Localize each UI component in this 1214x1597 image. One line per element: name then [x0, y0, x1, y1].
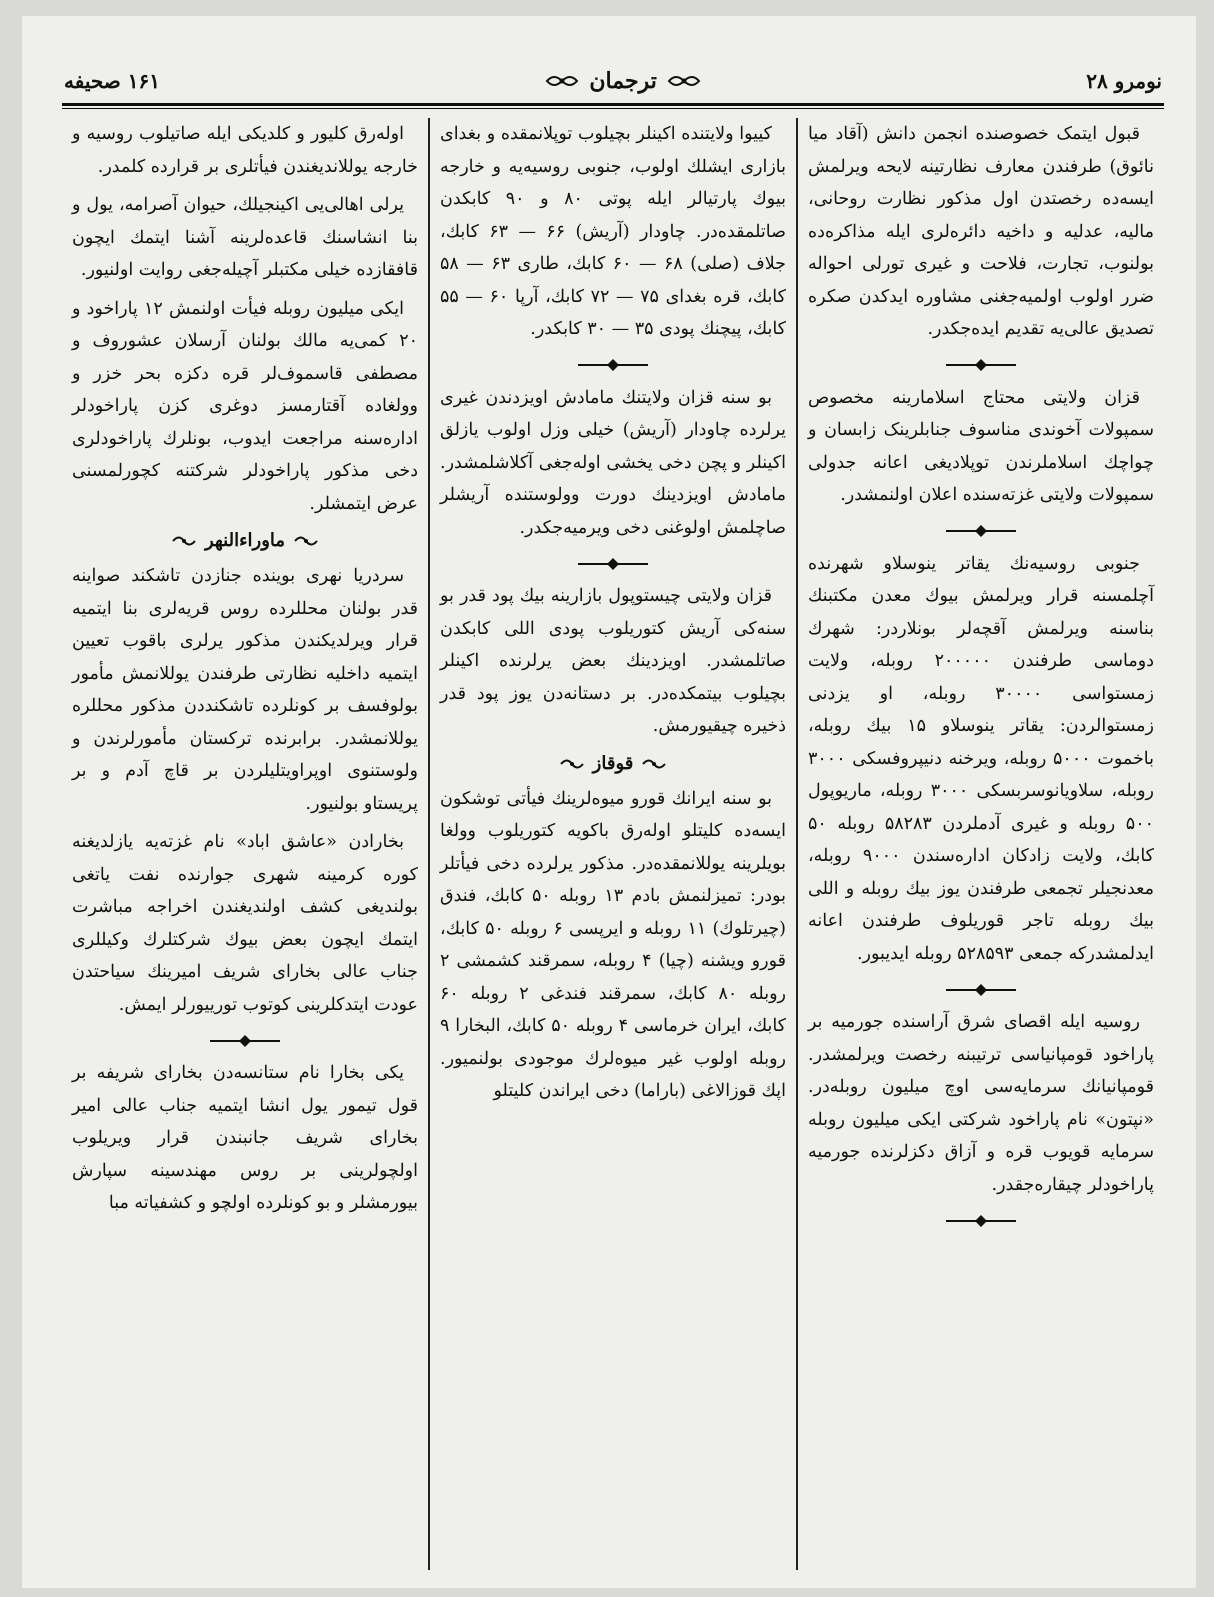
article-paragraph: قزان ولایتی محتاج اسلامارینه مخصوص سمپولات آخوندی مناسوف جنابلرینک زابسان و چواچك اسلاملرندن توپلادیغی اعانه جدولی سمپولات ولایتی غزته‌سنده اعلان اولنمشدر.	[808, 387, 1154, 505]
page-number: ۱۶۱ صحیفه	[64, 69, 160, 93]
newspaper-page	[22, 16, 1196, 1588]
flourish-icon	[171, 533, 197, 549]
separator-ornament-icon	[808, 1207, 1154, 1233]
separator-ornament-icon	[808, 976, 1154, 1002]
article-paragraph: جنوبی روسیه‌نك یقاتر ینوسلاو شهرنده آچلمسنه قرار ویرلمش بیوك معدن مکتبنك بناسنه ویرلمش آقچه‌لر بونلاردر: شهرك دوماسی طرفندن ۲۰۰۰۰۰ روبله، ولایت زمستواسی ۳۰۰۰۰ روبله، او یزدنی زمستوالردن: یقاتر ینوسلاو ۱۵ بیك روبله، باخموت ۵۰۰۰ روبله، ویرخنه دنیپروفسکی ۳۰۰۰ روبله، سلاویانوسربسکی ۳۰۰۰ روبله، ماریوپول ۵۰۰ روبله و غیری آدملردن ۵۸۲۸۳ روبله ۵۰ کابك، ولایت زادکان اداره‌سندن ۹۰۰۰ روبله، معدنجیلر تجمعی طرفندن یوز بیك روبله و اللی بیك روبله تاجر قوریلوف طرفندن اعانه ایدلمشدرکه جمعی ۵۲۸۵۹۳ روبله ایدیبور.	[808, 553, 1154, 964]
masthead	[545, 68, 700, 94]
article-columns	[62, 118, 1164, 1570]
article-paragraph: ایکی میلیون روبله فیأت اولنمش ۱۲ پاراخود و ۲۰ کمی‌یه مالك بولنان آرسلان عشوروف و مصطفی قاسموف‌لر قره دکزه بحر خزر و وولغاده آقتارمسز دوغری کزن پاراخودلر اداره‌سنه مراجعت ایدوب، بونلرك پاراخودلری دخی مذکور پاراخودلر شرکتنه کچورلمسنی عرض ایتمشلر.	[72, 298, 418, 514]
ornament-icon	[545, 72, 579, 90]
separator-ornament-icon	[808, 352, 1154, 378]
section-heading	[72, 526, 418, 556]
section-heading	[440, 749, 786, 779]
page-header	[64, 56, 1162, 106]
flourish-icon	[559, 756, 585, 772]
article-paragraph: بو سنه ایرانك قورو میوه‌لرینك فیأتی توشکون ایسه‌ده کلیتلو اوله‌رق باکویه کتوریلوب وولغا بویلرینه یوللانمقده‌در. مذکور یرلرده دخی فیأتلر بودر: تمیزلنمش بادم ۱۳ روبله ۵۰ کابك، فندق (چیرتلوك) ۱۱ روبله و ایرپسی ۶ روبله ۵۰ کابك، قورو ویشنه (چیا) ۴ روبله، سمرقند کشمشی ۲ روبله ۸۰ کابك، سمرقند فندغی ۲ روبله ۶۰ کابك، ایران خرماسی ۴ روبله ۵۰ کابك، البخارا ۹ روبله اولوب غیر میوه‌لرك موجودی بولنمیور. اپك قوزالاغی (باراما) دخی ایراندن کلیتلو	[440, 788, 787, 1101]
article-paragraph: قزان ولایتی چیستوپول بازارینه بیك پود قدر بو سنه‌کی آریش کتوریلوب پودی اللی کابکدن صاتلمشدر. اویزدینك بعض یرلرنده اکینلر بچیلوب بیتمکده‌در. بر دستانه‌دن یوز پود قدر ذخیره چیقیورمش.	[440, 586, 786, 736]
separator-ornament-icon	[440, 352, 786, 378]
article-paragraph: روسیه ایله اقصای شرق آراسنده جورمیه بر پاراخود قومپانیاسی ترتیبنه رخصت ویرلمشدر. قومپانیانك سرمایه‌سی اوچ میلیون روبله‌در. «نپتون» نام پاراخود شرکتی ایکی میلیون روبله سرمایه قویوب قره و آزاق دکزلرنده جورمیه پاراخودلر چیقاره‌جقدر.	[808, 1012, 1154, 1195]
header-rule-thin	[62, 108, 1164, 109]
issue-number: نومرو ۲۸	[1086, 69, 1162, 93]
separator-ornament-icon	[72, 1027, 418, 1053]
section-title: قوقاز	[592, 752, 634, 774]
article-paragraph: اوله‌رق کلیور و کلدیکی ایله صاتیلوب روسیه و خارجه یوللاندیغندن فیأتلری بر قرارده کلمدر.	[72, 124, 418, 177]
flourish-icon	[641, 756, 667, 772]
column-left	[62, 118, 430, 1570]
ornament-icon	[667, 72, 701, 90]
article-paragraph: بخارادن «عاشق اباد» نام غزته‌یه یازلدیغنه کوره کرمینه شهری جوارنده نفت یاتغی بولندیغی کشف اولندیغندن اخراجه مباشرت ایتمك ایچون بعض بیوك شرکتلرك وکیللری جناب عالی بخارای شریف امیرینك سیاحتدن عودت ایتدکلرینی کوتوب تورییورلر ایمش.	[72, 832, 418, 1015]
column-right	[798, 118, 1164, 1570]
header-rule	[62, 103, 1164, 106]
article-paragraph: یرلی اهالی‌یی اکینجیلك، حیوان آصرامه، یول و بنا انشاسنك قاعده‌لرینه آشنا ایتمك ایچون قافقازده خیلی مکتبلر آچیله‌جغی روایت اولنیور.	[72, 195, 418, 280]
newspaper-title: ترجمان	[589, 68, 657, 94]
article-paragraph: قبول ایتمک خصوصنده انجمن دانش (آقاد میا نائوق) طرفندن معارف نظارتینه لایحه ویرلمش ایسه‌ده رخصتدن اول مذکور نظارت روحانی، مالیه، عدلیه و داخیه دائره‌لری ایله مذاکره‌ده بولنوب، تجارت، فلاحت و غیری تورلی احواله ضرر اولوب اولمیه‌جغنی مشاوره ایدکدن صکره تصدیق عالی‌یه تقدیم ایده‌جکدر.	[808, 124, 1154, 339]
separator-ornament-icon	[808, 518, 1154, 544]
separator-ornament-icon	[440, 550, 786, 576]
article-paragraph: کییوا ولایتنده اکینلر بچیلوب توپلانمقده و بغدای بازاری ایشلك اولوب، جنوبی روسیه‌یه و خارجه بیوك پارتیالر ایله پوتی ۸۰ و ۹۰ کابکدن صاتلمقده‌در. چاودار (آریش) ۶۶ — ۶۳ کابك، جلاف (صلی) ۶۸ — ۶۰ کابك، طاری ۶۳ — ۵۸ کابك، قره بغدای ۷۵ — ۷۲ کابك، آرپا ۶۰ — ۵۵ کابك، پیچنك پودی ۳۵ — ۳۰ کابکدر.	[440, 124, 786, 339]
flourish-icon	[293, 533, 319, 549]
article-paragraph: سردریا نهری بوینده جنازدن تاشکند صواینه قدر بولنان محللرده روس قریه‌لری بنا ایتمیه قرار ویرلدیکندن مذکور یرلری باقوب تعیین ایتمیه داخلیه نظارتی طرفندن یوللانمش مأمور بولوفسف بر کونلرده تاشکنددن مذکور محللره یوللانمشدر. برابرنده ترکستان مأمورلرندن و ولوستنوی اوپراویتلیلردن بر قاچ آدم و بر پریستاو بولنیور.	[72, 566, 418, 814]
article-paragraph: یکی بخارا نام ستانسه‌دن بخارای شریفه بر قول تیمور یول انشا ایتمیه جناب عالی امیر بخارای شریف جانبندن قرار ویریلوب اولچولرینی بر روس مهندسینه سپارش بیورمشلر و بو کونلرده اولچو و کشفیاته مبا	[72, 1063, 418, 1213]
section-title: ماوراءالنهر	[204, 530, 286, 551]
column-middle	[430, 118, 798, 1570]
article-paragraph: بو سنه قزان ولایتنك مامادش اویزدندن غیری یرلرده چاودار (آریش) خیلی وزل اولوب یازلق اکینلر و پچن دخی یخشی اوله‌جغی آکلاشلمشدر. مامادش اویزدینك دورت وولوستنده آریشلر صاچلمش اولوغنی دخی ویرمیه‌جکدر.	[440, 387, 786, 538]
